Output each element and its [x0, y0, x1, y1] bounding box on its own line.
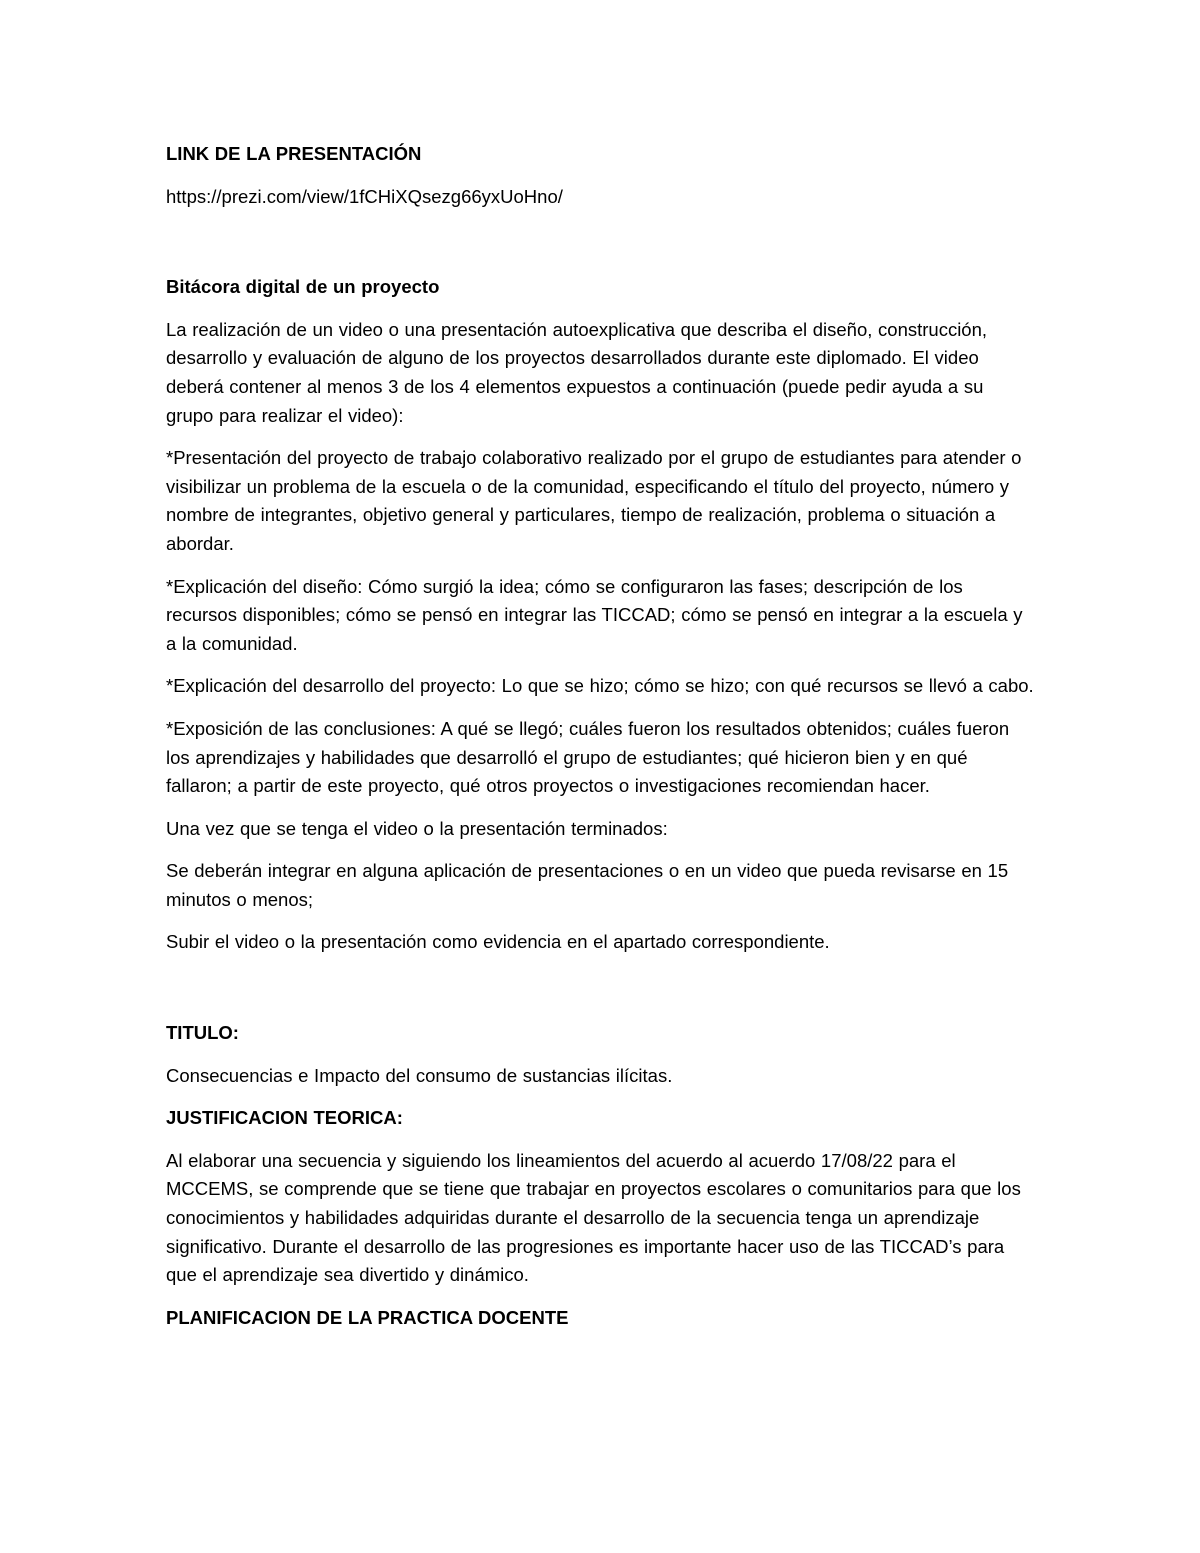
item-presentacion: *Presentación del proyecto de trabajo colaborativo realizado por el grupo de estudiantes para atender o visibilizar un problema de la escuela o de la comunidad, especificando el título del proyecto, número y nombre de integrantes, objetivo general y particulares, tiempo de realización, problema o situación a abordar.: [166, 447, 1022, 554]
planificacion-heading: PLANIFICACION DE LA PRACTICA DOCENTE: [166, 1306, 569, 1328]
document-body: [166, 140, 1036, 1332]
integrar-paragraph: Se deberán integrar en alguna aplicación de presentaciones o en un video que pueda revisarse en 15 minutos o menos;: [166, 860, 1009, 910]
item-conclusiones: *Exposición de las conclusiones: A qué se llegó; cuáles fueron los resultados obtenidos; cuáles fueron los aprendizajes y habilidades que desarrolló el grupo de estudiantes; qué hicieron bien y en qué fallaron; a partir de este proyecto, qué otros proyectos o investigaciones recomiendan hacer.: [166, 717, 1010, 797]
una-vez-paragraph: Una vez que se tenga el video o la presentación terminados:: [166, 817, 668, 839]
subir-paragraph: Subir el video o la presentación como evidencia en el apartado correspondiente.: [166, 931, 830, 953]
item-diseno: *Explicación del diseño: Cómo surgió la idea; cómo se configuraron las fases; descripción de los recursos disponibles; cómo se pensó en integrar las TICCAD; cómo se pensó en integrar a la escuela y a la comunidad.: [166, 575, 1023, 654]
item-desarrollo: *Explicación del desarrollo del proyecto: Lo que se hizo; cómo se hizo; con qué recursos se llevó a cabo.: [166, 675, 1034, 697]
titulo-heading: TITULO:: [166, 1022, 239, 1044]
bitacora-heading: Bitácora digital de un proyecto: [166, 276, 440, 298]
titulo-text: Consecuencias e Impacto del consumo de sustancias ilícitas.: [166, 1064, 673, 1086]
intro-paragraph: La realización de un video o una presentación autoexplicativa que describa el diseño, construcción, desarrollo y evaluación de alguno de los proyectos desarrollados durante este diplomado. El video deberá contener al menos 3 de los 4 elementos expuestos a continuación (puede pedir ayuda a su grupo para realizar el video):: [166, 318, 988, 426]
presentation-link: https://prezi.com/view/1fCHiXQsezg66yxUoHno/: [166, 185, 563, 207]
link-heading: LINK DE LA PRESENTACIÓN: [166, 143, 422, 164]
justificacion-heading: JUSTIFICACION TEORICA:: [166, 1107, 403, 1129]
justificacion-text: Al elaborar una secuencia y siguiendo los lineamientos del acuerdo al acuerdo 17/08/22 para el MCCEMS, se comprende que se tiene que trabajar en proyectos escolares o comunitarios para que los conocimientos y habilidades adquiridas durante el desarrollo de la secuencia tenga un aprendizaje significativo. Durante el desarrollo de las progresiones es importante hacer uso de las TICCAD’s para que el aprendizaje sea divertido y dinámico.: [166, 1149, 1021, 1286]
